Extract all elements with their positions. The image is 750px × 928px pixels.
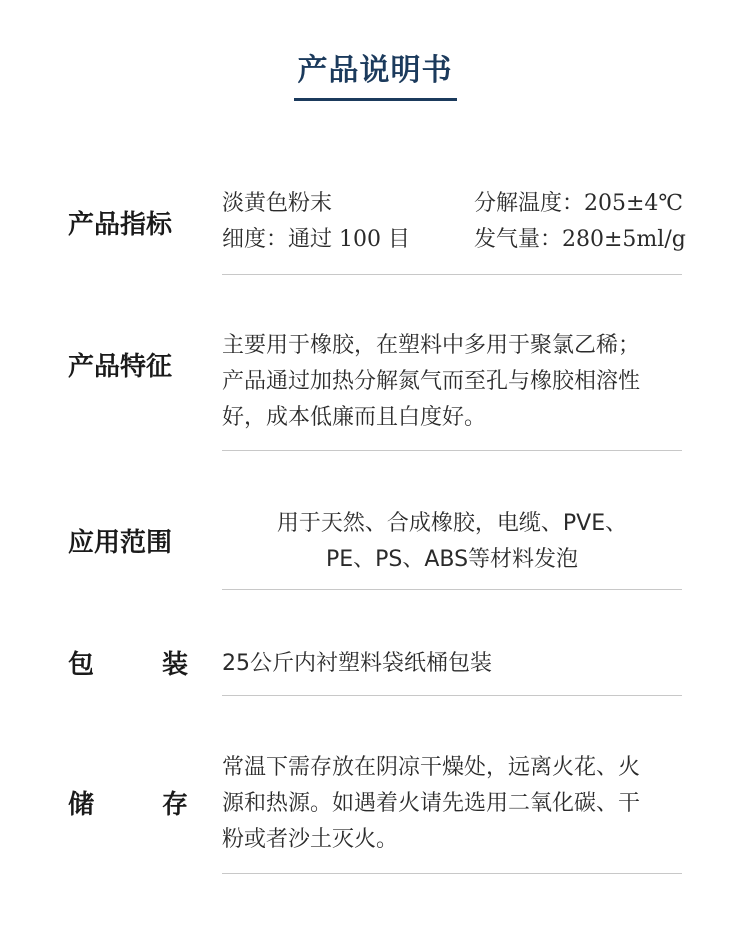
divider	[222, 873, 682, 874]
storage-label	[68, 788, 188, 822]
features-label: 产品特征	[68, 352, 173, 382]
application-line-1: 用于天然、合成橡胶，电缆、PVE、	[276, 511, 628, 536]
spec-gas-volume: 发气量：280±5ml/g	[474, 227, 686, 252]
divider	[222, 589, 682, 590]
title-block	[0, 52, 750, 101]
storage-label-char: 储	[68, 790, 95, 820]
spec-decomp-temp: 分解温度：205±4℃	[474, 191, 684, 216]
storage-line-2: 源和热源。如遇着火请先选用二氧化碳、干	[222, 791, 641, 816]
spec-appearance: 淡黄色粉末	[222, 191, 333, 216]
packaging-label	[68, 648, 188, 682]
spec-fineness: 细度：通过 100 目	[222, 227, 410, 252]
features-line-3: 好，成本低廉而且白度好。	[222, 405, 487, 430]
storage-line-1: 常温下需存放在阴凉干燥处，远离火花、火	[222, 755, 641, 780]
application-line-2: PE、PS、ABS等材料发泡	[325, 547, 579, 572]
spec-label: 产品指标	[68, 210, 173, 240]
divider	[222, 274, 682, 275]
packaging-label-char: 包	[68, 650, 95, 680]
divider	[222, 450, 682, 451]
storage-label-char: 存	[161, 790, 188, 820]
storage-line-3: 粉或者沙土灭火。	[222, 827, 399, 852]
page-title: 产品说明书	[294, 52, 457, 101]
features-line-1: 主要用于橡胶，在塑料中多用于聚氯乙稀；	[222, 333, 641, 358]
divider	[222, 695, 682, 696]
application-label: 应用范围	[68, 528, 173, 558]
packaging-label-char: 装	[161, 650, 188, 680]
packaging-text: 25公斤内衬塑料袋纸桶包装	[222, 651, 492, 676]
features-line-2: 产品通过加热分解氮气而至孔与橡胶相溶性	[222, 369, 641, 394]
